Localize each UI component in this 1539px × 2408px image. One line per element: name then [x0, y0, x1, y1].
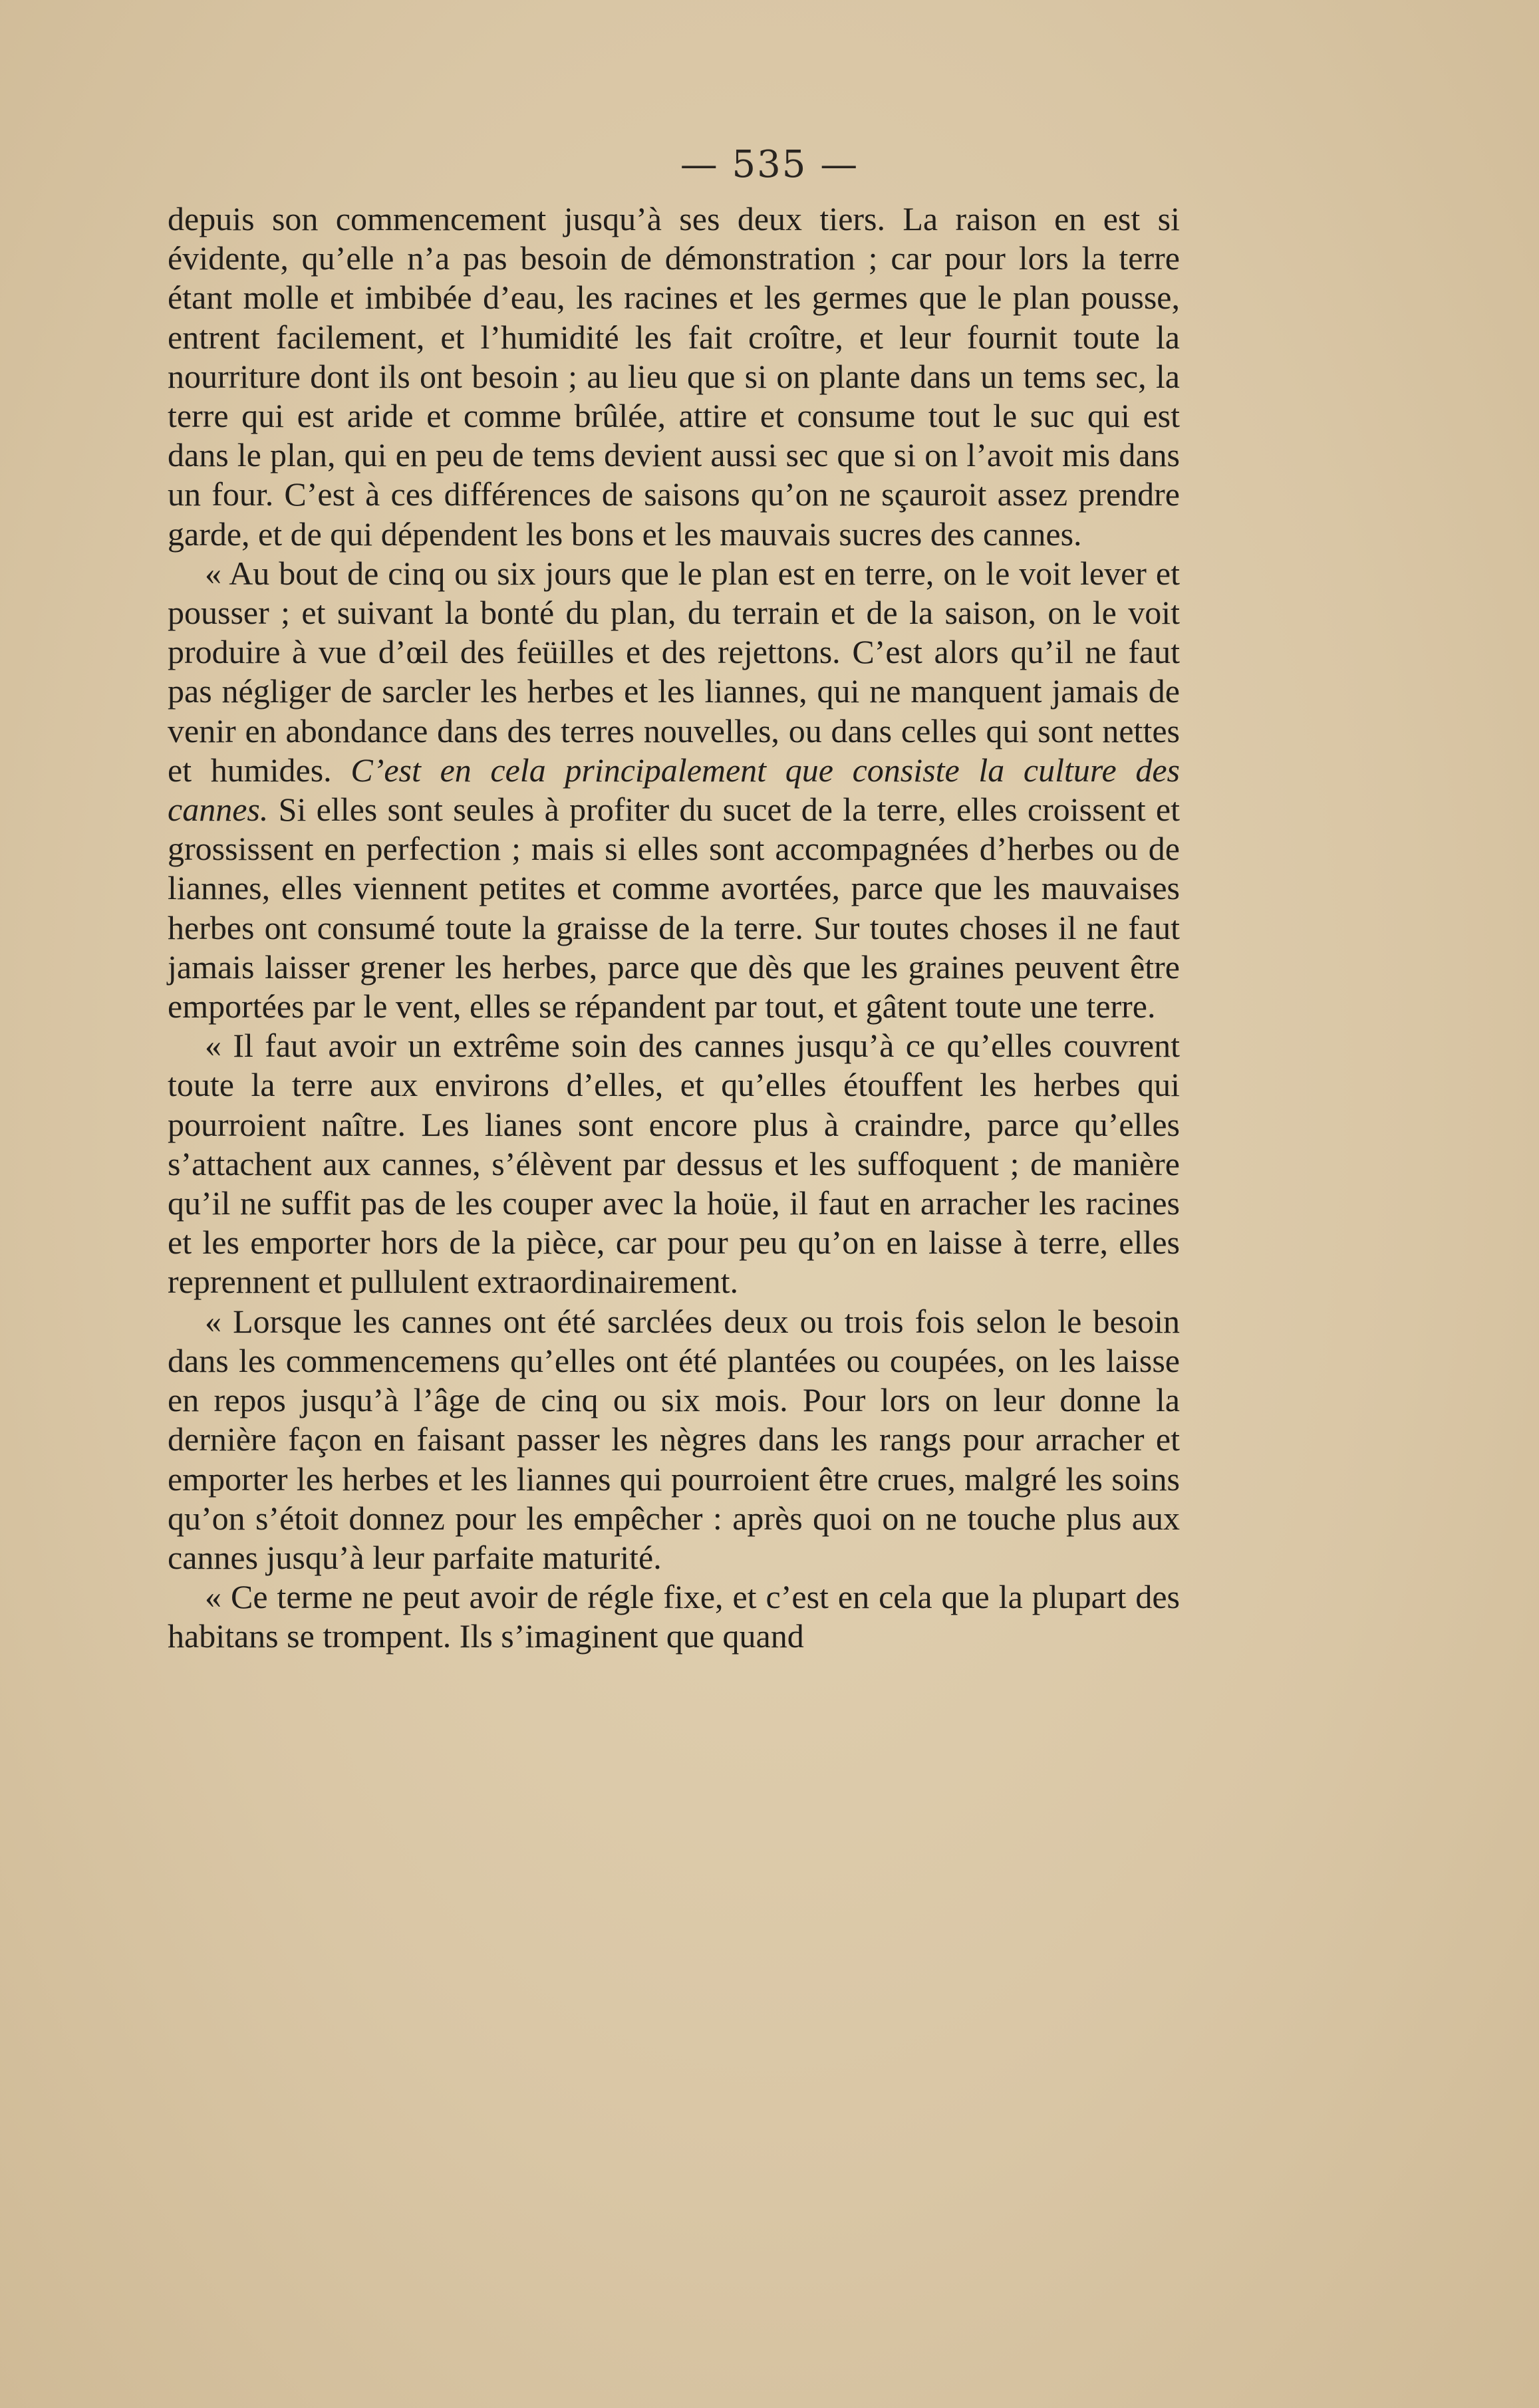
paragraph-5: « Ce terme ne peut avoir de régle fixe, et c’est en cela que la plupart des habitans se trompent. Ils s’imaginent que quand	[168, 1578, 1180, 1655]
page-number: — 535 —	[680, 143, 859, 186]
paragraph-4: « Lorsque les cannes ont été sarclées deux ou trois fois selon le besoin dans les commencemens qu’elles ont été plantées ou coupées, on les laisse en repos jusqu’à l’âge de cinq ou six mois. Pour lors on leur donne la dernière façon en faisant passer les nègres dans les rangs pour arracher et emporter les herbes et les liannes qui pourroient être crues, malgré les soins qu’on s’étoit donnez pour les empêcher : après quoi on ne touche plus aux cannes jusqu’à leur parfaite maturité.	[168, 1302, 1180, 1576]
paragraph-1: depuis son commencement jusqu’à ses deux tiers. La raison en est si évidente, qu’elle n’a pas besoin de démonstration ; car pour lors la terre étant molle et imbibée d’eau, les racines et les germes que le plan pousse, entrent facilement, et l’humidité les fait croître, et leur fournit toute la nourriture dont ils ont besoin ; au lieu que si on plante dans un tems sec, la terre qui est aride et comme brûlée, attire et consume tout le suc qui est dans le plan, qui en peu de tems devient aussi sec que si on l’avoit mis dans un four. C’est à ces différences de saisons qu’on ne sçauroit assez prendre garde, et de qui dépendent les bons et les mauvais sucres des cannes.	[168, 200, 1180, 553]
paragraph-2-text-continued: Si elles sont seules à profiter du sucet de la terre, elles croissent et grossissent en perfection ; mais si elles sont accompagnées d’herbes ou de liannes, elles viennent petites et comme avortées, parce que les mauvaises herbes ont consumé toute la graisse de la terre. Sur toutes choses il ne faut jamais laisser grener les herbes, parce que dès que les graines peuvent être emportées par le vent, elles se répandent par tout, et gâtent toute une terre.	[168, 791, 1180, 1025]
paragraph-2	[168, 554, 1180, 1026]
paragraph-3: « Il faut avoir un extrême soin des cannes jusqu’à ce qu’elles couvrent toute la terre aux environs d’elles, et qu’elles étouffent les herbes qui pourroient naître. Les lianes sont encore plus à craindre, parce qu’elles s’attachent aux cannes, s’élèvent par dessus et les suffoquent ; de manière qu’il ne suffit pas de les couper avec la hoüe, il faut en arracher les racines et les emporter hors de la pièce, car pour peu qu’on en laisse à terre, elles reprennent et pullulent extraordinairement.	[168, 1027, 1180, 1301]
body-text	[168, 200, 1180, 1657]
paragraph-2-text: « Au bout de cinq ou six jours que le plan est en terre, on le voit lever et pousser ; et suivant la bonté du plan, du terrain et de la saison, on le voit produire à vue d’œil des feüilles et des rejettons. C’est alors qu’il ne faut pas négliger de sarcler les herbes et les liannes, qui ne manquent jamais de venir en abondance dans des terres nouvelles, ou dans celles qui sont nettes et humides.	[168, 554, 1180, 789]
paragraph-2-italic: C’est en cela principalement que consiste la culture des cannes.	[168, 751, 1180, 829]
